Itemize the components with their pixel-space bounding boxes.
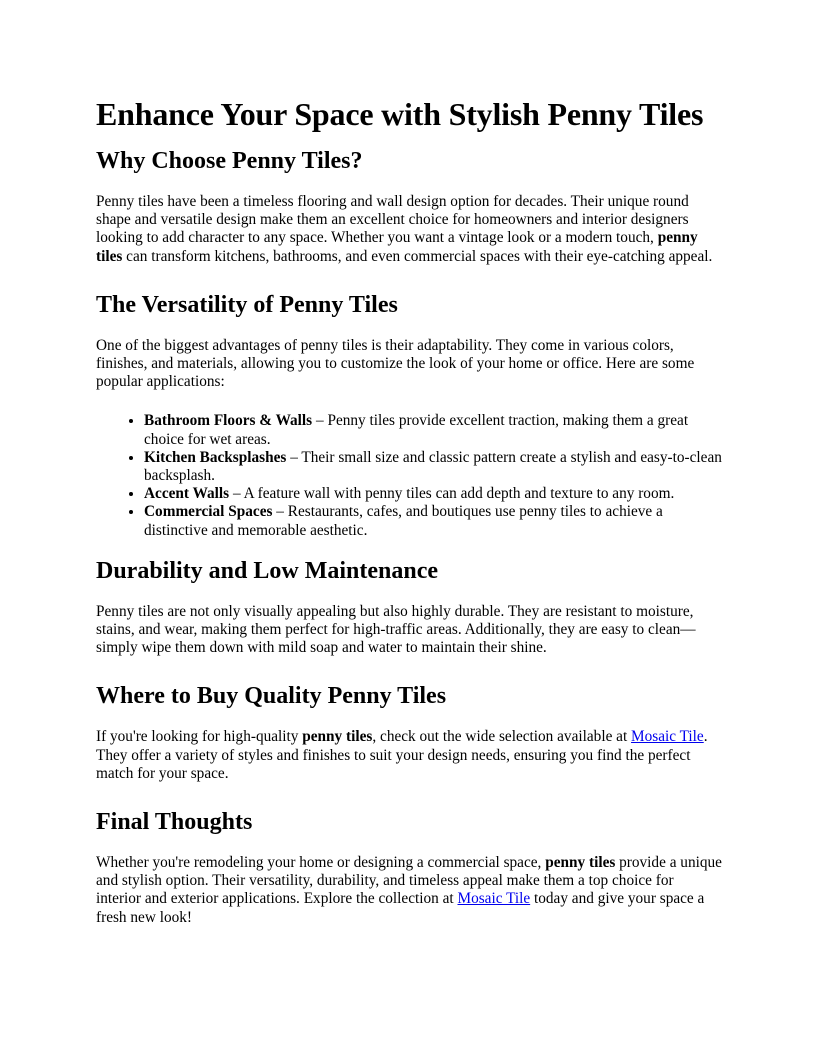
heading-final-thoughts: Final Thoughts (96, 809, 253, 836)
list-item-text: – Restaurants, cafes, and boutiques use penny tiles to achieve a distinctive and memorable aesthetic. (144, 503, 663, 539)
paragraph-text: today and give your space a fresh new look! (96, 890, 705, 926)
paragraph-versatility-intro: One of the biggest advantages of penny tiles is their adaptability. They come in various colors, finishes, and materials, allowing you to customize the look of your home or office. Here are some popular applications: (96, 336, 695, 391)
list-item-text: – Their small size and classic pattern create a stylish and easy-to-clean backsplash. (144, 448, 722, 485)
bold-keyword: penny tiles (96, 229, 698, 265)
heading-versatility: The Versatility of Penny Tiles (96, 291, 398, 318)
list-item (144, 503, 722, 539)
paragraph-where-to-buy (96, 728, 722, 783)
list-item-term: Kitchen Backsplashes (144, 448, 287, 466)
bold-keyword: penny tiles (302, 728, 373, 746)
paragraph-text: , check out the wide selection available at (372, 728, 632, 746)
mosaic-tile-link[interactable]: Mosaic Tile (457, 890, 531, 908)
paragraph-text: can transform kitchens, bathrooms, and even commercial spaces with their eye-catching appeal. (122, 247, 713, 265)
paragraph-text: Penny tiles have been a timeless flooring and wall design option for decades. Their unique round shape and versatile design make them an excellent choice for homeowners and interior designers looking to add character to any space. Whether you want a vintage look or a modern touch, (96, 193, 689, 247)
mosaic-tile-link[interactable]: Mosaic Tile (631, 728, 704, 746)
heading-where-to-buy: Where to Buy Quality Penny Tiles (96, 683, 447, 710)
list-item-text: – Penny tiles provide excellent traction, making them a great choice for wet areas. (144, 412, 689, 448)
list-item-term: Bathroom Floors & Walls (144, 412, 313, 430)
paragraph-text: provide a unique and stylish option. Their versatility, durability, and timeless appeal make them a top choice for interior and exterior applications. Explore the collection at (96, 854, 722, 908)
paragraph-text: Whether you're remodeling your home or designing a commercial space, (96, 854, 546, 872)
list-item-term: Accent Walls (144, 485, 230, 503)
list-item-text: – A feature wall with penny tiles can add depth and texture to any room. (229, 485, 675, 503)
page-title: Enhance Your Space with Stylish Penny Tiles (96, 96, 704, 132)
list-item (144, 449, 722, 485)
paragraph-final-thoughts (96, 854, 722, 927)
paragraph-text: . They offer a variety of styles and finishes to suit your design needs, ensuring you find the perfect match for your space. (96, 728, 708, 782)
paragraph-durability: Penny tiles are not only visually appealing but also highly durable. They are resistant to moisture, stains, and wear, making them perfect for high-traffic areas. Additionally, they are easy to clean—simply wipe them down with mild soap and water to maintain their shine. (96, 602, 696, 657)
list-item-term: Commercial Spaces (144, 503, 273, 521)
document-page (96, 94, 722, 951)
list-item (144, 485, 722, 503)
list-item (144, 412, 722, 448)
bold-keyword: penny tiles (545, 854, 616, 872)
paragraph-text: If you're looking for high-quality (96, 728, 303, 746)
heading-durability: Durability and Low Maintenance (96, 557, 439, 584)
heading-why-choose: Why Choose Penny Tiles? (96, 148, 363, 174)
paragraph-why-choose (96, 193, 722, 266)
applications-list (96, 412, 722, 539)
